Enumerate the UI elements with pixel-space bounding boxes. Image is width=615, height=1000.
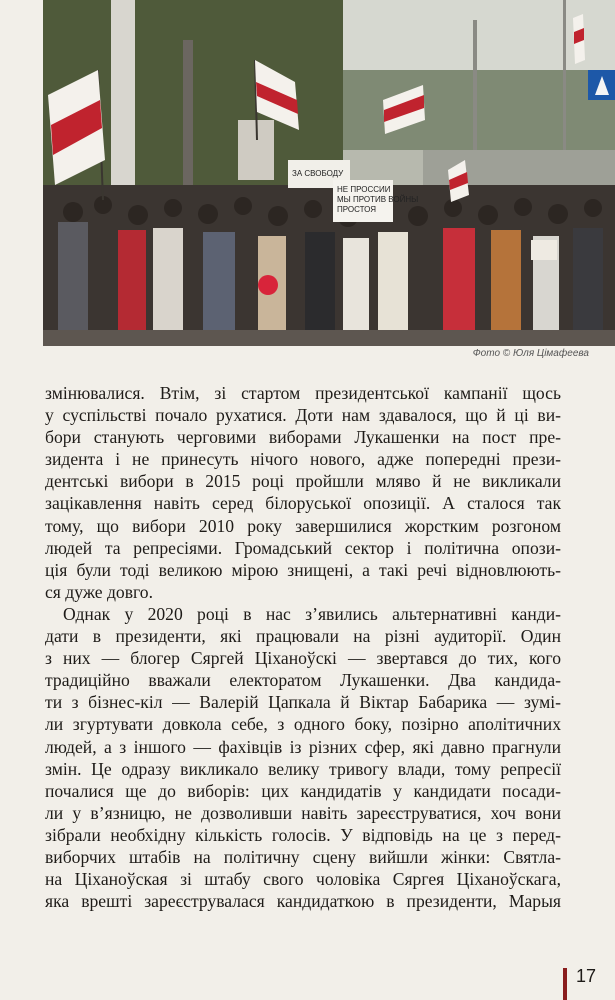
placard-text-4: ЗА СВОБОДУ [292,169,344,178]
text-line: Однак у 2020 році в нас з’явились альтернативні канди- [63,603,561,624]
text-line: дати в президенти, які працювали на різні аудиторії. Один [45,626,561,647]
page-number: 17 [576,966,597,986]
text-line: ти з бізнес-кіл — Валерій Цапкала й Віктар Бабарика — зумі- [45,692,561,713]
text-line: традиційно вважали електоратом Лукашенки. Два кандида- [45,670,561,691]
placard-text-3: ПРОСТОЯ [337,205,376,214]
placard-text-2: МЫ ПРОТИВ ВОЙНЫ [337,195,419,204]
text-line: ли у в’язницю, не дозволивши навіть зареєструватися, хоч вони [45,802,561,823]
text-line: ли згуртувати довкола себе, з одного боку, позірно аполітичних [45,714,561,735]
text-line: на Ціханоўская зі штабу свого чоловіка Сяргея Ціханоўскага, [45,869,561,890]
text-line: зацікавлення навіть серед білоруської опозиції. А сталося так [45,493,561,514]
placard-text-1: НЕ ПРОССИИ [337,185,391,194]
page-number-bar [563,968,567,1000]
text-line: тому, що вибори 2010 року завершилися жорстким розгоном [45,515,561,536]
body-text [45,382,561,912]
text-line: у суспільстві почало рухатися. Доти нам здавалося, що й ці ви- [45,405,561,426]
text-line: ся дуже довго. [45,581,153,602]
text-line: людей та репресіями. Громадський сектор і політична опози- [45,537,561,558]
text-line: змін. Це одразу викликало велику тривогу влади, тому репресії [45,758,561,779]
text-line: ція були тоді великою мірою знищені, а такі речі відновлюють- [45,559,561,580]
photo-credit: Фото © Юля Цімафеева [472,348,589,359]
text-line: людей, а з іншого — фахівців із різних сфер, які давно прагнули [45,736,561,757]
text-line: бори станують черговими виборами Лукашенки на пост пре- [45,427,561,448]
text-line: з них — блогер Сяргей Ціханоўскі — звертався до тих, кого [45,648,561,669]
text-line: змінювалися. Втім, зі стартом президентської кампанії щось [45,383,561,403]
text-line: виборчих штабів на політичну сцену вийшли жінки: Святла- [45,846,561,867]
protest-photo [43,0,615,346]
text-line: зидента і не принесуть нічого нового, адже попередні прези- [45,449,561,470]
text-line: яка врешті зареєструвалася кандидаткою в президенти, Марыя [45,891,561,912]
protest-photo-illustration [43,0,615,346]
page-number-block [563,962,615,1000]
text-line: зібрали необхідну кількість голосів. У відповідь на це з перед- [45,824,561,845]
text-line: дентські вибори в 2015 році пройшли мляво й не викликали [45,471,561,492]
text-line: почалися ще до виборів: цих кандидатів у кандидати посади- [45,780,561,801]
